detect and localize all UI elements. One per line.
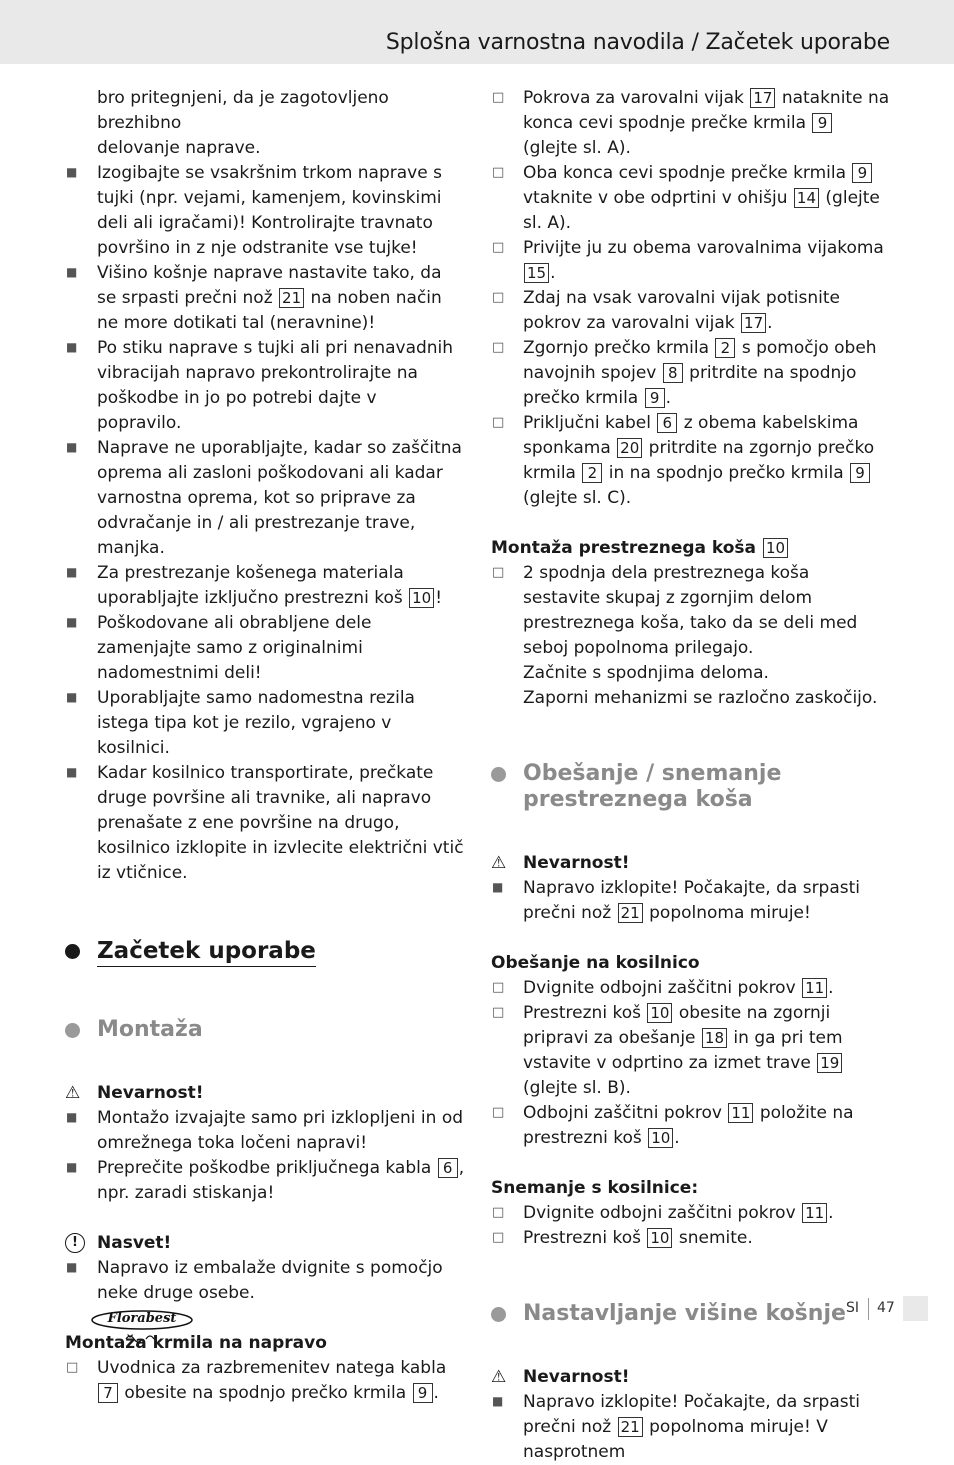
part-number: 2 [582,463,602,483]
part-number: 9 [850,463,870,483]
info-exclamation-icon: ! [65,1233,85,1253]
part-number: 6 [657,413,677,433]
checkbox-bullet-icon [66,1356,80,1381]
part-number: 9 [852,163,872,183]
list-item: ■ Izogibajte se vsakršnim trkom naprave s tujki (npr. vejami, kamenjem, kovinskimi deli ali igračami)! Kontrolirajte travnato površino in z nje odstranite vse tujke! [65,161,465,261]
checkbox-bullet-icon [492,161,506,186]
part-number: 10 [647,1228,672,1248]
part-number: 10 [648,1128,673,1148]
list-item: ■ Preprečite poškodbe priključnega kabla 6 , npr. zaradi stiskanja! [65,1156,465,1206]
page-header [0,0,954,64]
list-item: □ Odbojni zaščitni pokrov 11 položite na prestrezni koš 10 . [491,1101,891,1151]
square-bullet-icon [66,161,80,186]
square-bullet-icon [66,1256,80,1281]
warning-triangle-icon: ⚠ [491,853,507,873]
checkbox-bullet-icon [492,976,506,1001]
part-number: 21 [279,288,304,308]
list-item: ■ Napravo izklopite! Počakajte, da srpasti prečni nož 21 popolnoma miruje! [491,876,891,926]
part-number: 10 [409,588,434,608]
list-item: ■ Napravo izklopite! Počakajte, da srpasti prečni nož 21 popolnoma miruje! V nasprotnem [491,1390,891,1465]
page-number: 47 [877,1300,895,1316]
tip-label: ! Nasvet! [65,1231,465,1256]
square-bullet-icon [66,336,80,361]
checkbox-bullet-icon [492,286,506,311]
list-item: □ Zgornjo prečko krmila 2 s pomočjo obeh navojnih spojev 8 pritrdite na spodnjo prečko krmila 9 . [491,336,891,411]
checkbox-bullet-icon [492,411,506,436]
list-item: □ Priključni kabel 6 z obema kabelskima sponkama 20 pritrdite na zgornjo prečko krmila 2 in na spodnjo prečko krmila 9 (glejte sl. C). [491,411,891,511]
part-number: 21 [618,1417,643,1437]
list-item: □ Uvodnica za razbremenitev natega kabla 7 obesite na spodnjo prečko krmila 9 . [65,1356,465,1406]
warning-triangle-icon: ⚠ [65,1083,81,1103]
part-number: 9 [645,388,665,408]
part-number: 20 [617,438,642,458]
left-column [65,86,465,1406]
checkbox-bullet-icon [492,561,506,586]
part-number: 2 [715,338,735,358]
list-item: ■ Kadar kosilnico transportirate, prečkate druge površine ali travnike, ali napravo prenašate z ene površine na drugo, kosilnico izklopite in izvlecite električni vtič iz vtičnice. [65,761,465,886]
language-code: SI [846,1300,860,1316]
list-item: ■ Uporabljajte samo nadomestna rezila istega tipa kot je rezilo, vgrajeno v kosilnici. [65,686,465,761]
list-item: □ Dvignite odbojni zaščitni pokrov 11 . [491,1201,891,1226]
square-bullet-icon [492,876,506,901]
part-number: 17 [750,88,775,108]
square-bullet-icon [66,761,80,786]
square-bullet-icon [66,1106,80,1131]
danger-label: ⚠ Nevarnost! [491,851,891,876]
square-bullet-icon [66,1156,80,1181]
part-number: 19 [817,1053,842,1073]
part-number: 11 [802,978,827,998]
square-bullet-icon [66,561,80,586]
subheading-obesanje: Obešanje na kosilnico [491,953,700,973]
heading-dot-icon [491,1307,506,1322]
list-item: □ Zdaj na vsak varovalni vijak potisnite pokrov za varovalni vijak 17 . [491,286,891,336]
section-heading-zacetek: Začetek uporabe [65,936,465,967]
checkbox-bullet-icon [492,1201,506,1226]
part-number: 9 [413,1383,433,1403]
list-item: □ Privijte ju zu obema varovalnima vijakoma 15 . [491,236,891,286]
part-number: 11 [802,1203,827,1223]
list-item: ■ Po stiku naprave s tujki ali pri nenavadnih vibracijah napravo prekontrolirajte na poškodbe in jo po potrebi dajte v popravilo. [65,336,465,436]
subsection-heading-montaza: Montaža [65,1017,465,1043]
part-number: 14 [794,188,819,208]
heading-dot-icon [65,944,80,959]
checkbox-bullet-icon [492,336,506,361]
heading-dot-icon [491,767,506,782]
part-number: 11 [728,1103,753,1123]
list-item: □ Prestrezni koš 10 obesite na zgornji pripravi za obešanje 18 in ga pri tem vstavite v odprtino za izmet trave 19 (glejte sl. B). [491,1001,891,1101]
danger-label: ⚠ Nevarnost! [491,1365,891,1390]
list-item: □ Prestrezni koš 10 snemite. [491,1226,891,1251]
list-item: □ Oba konca cevi spodnje prečke krmila 9 vtaknite v obe odprtini v ohišju 14 (glejte sl. A). [491,161,891,236]
part-number: 21 [618,903,643,923]
checkbox-bullet-icon [492,236,506,261]
part-number: 10 [647,1003,672,1023]
part-number: 15 [524,263,549,283]
footer-divider [868,1298,869,1320]
subheading-kos: Montaža prestreznega koša 10 [491,536,891,561]
list-item: ■ Za prestrezanje košenega materiala uporabljajte izključno prestrezni koš 10 ! [65,561,465,611]
part-number: 17 [741,313,766,333]
intro-text: bro pritegnjeni, da je zagotovljeno brezhibno delovanje naprave. [97,88,389,158]
square-bullet-icon [66,261,80,286]
checkbox-bullet-icon [492,1101,506,1126]
brand-logo [90,1305,194,1345]
warning-triangle-icon: ⚠ [491,1367,507,1387]
part-number: 7 [98,1383,118,1403]
square-bullet-icon [66,686,80,711]
subheading-snemanje: Snemanje s kosilnice: [491,1178,699,1198]
danger-label: ⚠ Nevarnost! [65,1081,465,1106]
list-item: ■ Poškodovane ali obrabljene dele zamenjajte samo z originalnimi nadomestnimi deli! [65,611,465,686]
part-number: 6 [438,1158,458,1178]
square-bullet-icon [66,436,80,461]
square-bullet-icon [492,1390,506,1415]
list-item: ■ Naprave ne uporabljajte, kadar so zaščitna oprema ali zasloni poškodovani ali kadar varnostna oprema, kot so priprave za odvračanje in / ali prestrezanje trave, manjka. [65,436,465,561]
right-column [491,86,891,1465]
list-item: ■ Napravo iz embalaže dvignite s pomočjo neke druge osebe. [65,1256,465,1306]
list-item: ■ Višino košnje naprave nastavite tako, da se srpasti prečni nož 21 na noben način ne more dotikati tal (neravnine)! [65,261,465,336]
page-title: Splošna varnostna navodila / Začetek uporabe [385,30,890,55]
heading-dot-icon [65,1023,80,1038]
part-number: 18 [702,1028,727,1048]
list-item: □ Pokrova za varovalni vijak 17 nataknite na konca cevi spodnje prečke krmila 9 (glejte sl. A). [491,86,891,161]
subsection-heading-obesanje: Obešanje / snemanje prestreznega koša [491,761,891,813]
brand-name: Florabest [107,1311,177,1326]
list-item: ■ Montažo izvajajte samo pri izklopljeni in od omrežnega toka ločeni napravi! [65,1106,465,1156]
list-item: □ 2 spodnja dela prestreznega koša sestavite skupaj z zgornjim delom prestreznega koša, tako da se deli med seboj popolnoma prilegajo. Začnite s spodnjima deloma. Zaporni mehanizmi se razločno zaskočijo. [491,561,891,711]
footer-tab [903,1296,928,1321]
checkbox-bullet-icon [492,1001,506,1026]
subheading-krmilo: Montaža krmila na napravo [65,1333,327,1353]
subsection-heading-visina: Nastavljanje višine košnje [491,1301,891,1327]
part-number: 10 [763,538,788,558]
part-number: 8 [663,363,683,383]
list-item: □ Dvignite odbojni zaščitni pokrov 11 . [491,976,891,1001]
square-bullet-icon [66,611,80,636]
checkbox-bullet-icon [492,1226,506,1251]
part-number: 9 [812,113,832,133]
checkbox-bullet-icon [492,86,506,111]
